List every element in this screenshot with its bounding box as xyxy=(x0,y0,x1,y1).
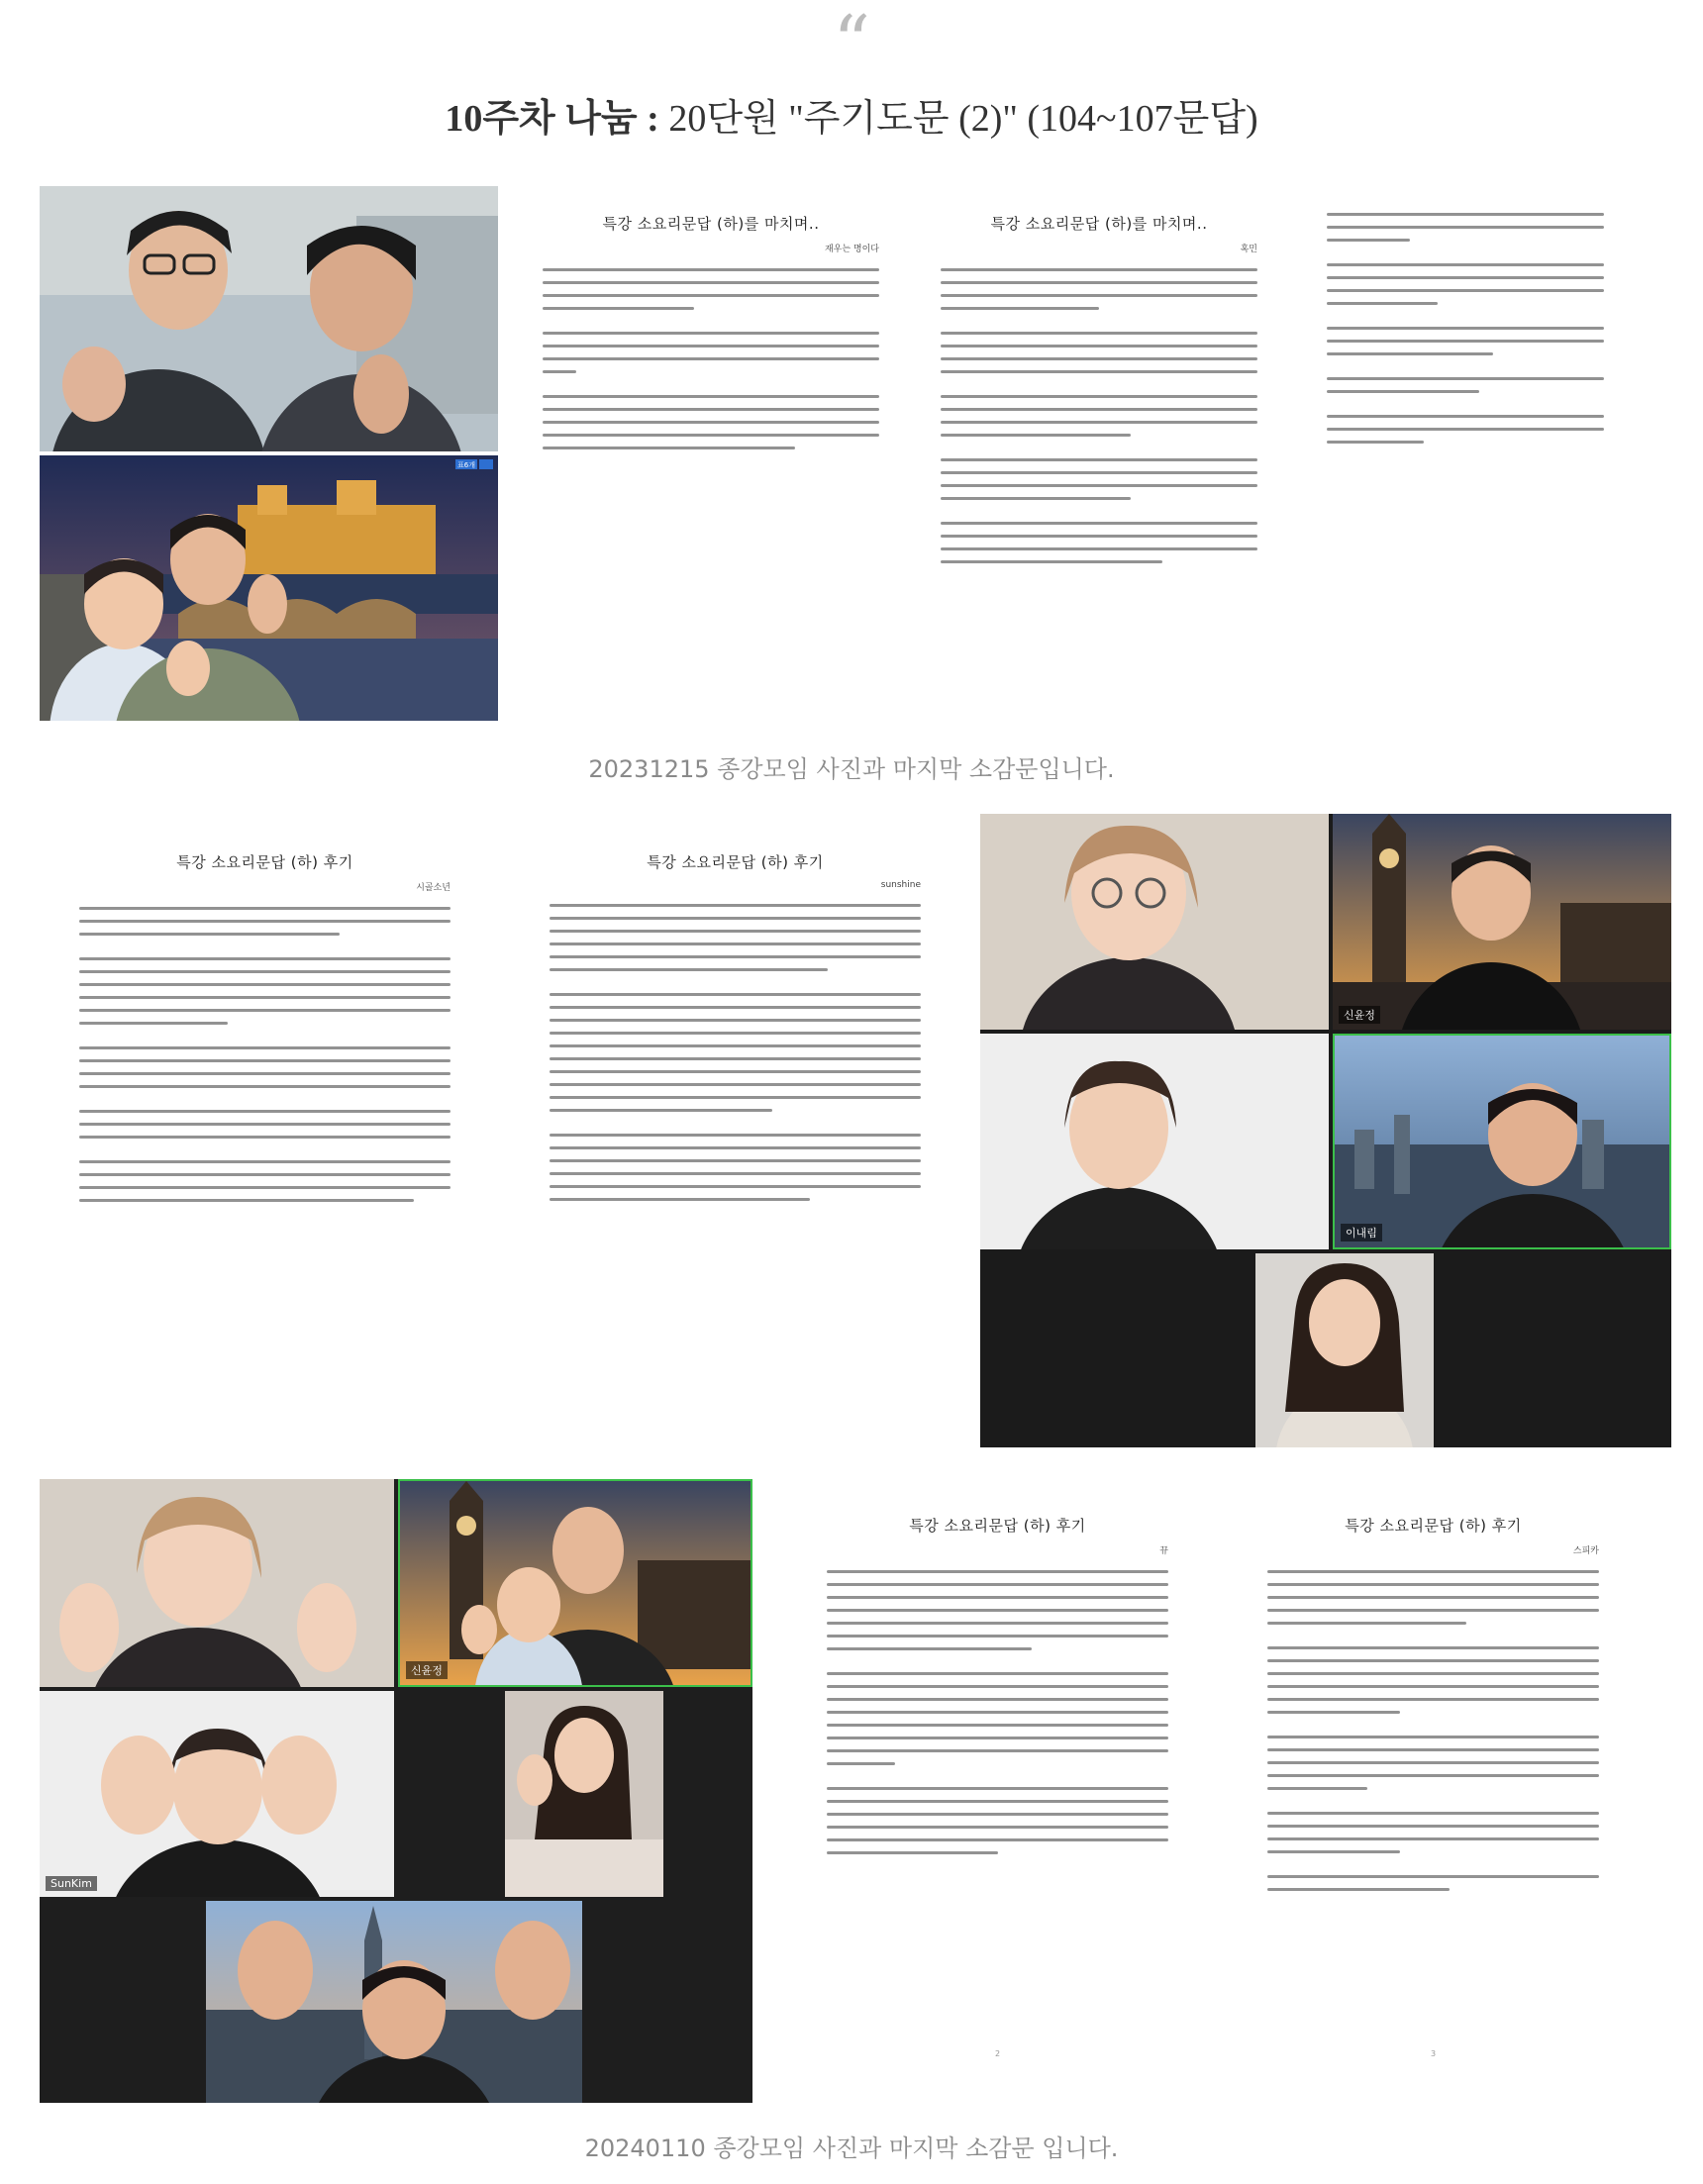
castle-background-photo xyxy=(40,455,498,721)
essay-author: 스피카 xyxy=(1572,1546,1599,1556)
essay-author: 재우는 명이다 xyxy=(824,245,879,254)
essay-page-7 xyxy=(1267,1515,1599,2064)
video-tile-bigben-man xyxy=(1333,814,1671,1030)
video-tile-woman-glasses xyxy=(980,814,1329,1030)
essay-page-4 xyxy=(79,851,451,1411)
video-tile-woman-smile xyxy=(980,1034,1329,1249)
essay-author: sunshine xyxy=(880,880,921,890)
essay-author: 시골소년 xyxy=(416,883,451,893)
tile-badge: 표6개 xyxy=(457,461,475,469)
video-tile-woman-hands xyxy=(40,1691,394,1897)
essay-page-2 xyxy=(941,213,1257,678)
essay-title: 특강 소요리문답 (하) 후기 xyxy=(1345,1517,1522,1535)
essay-page-3 xyxy=(1327,213,1604,530)
essay-title: 특강 소요리문답 (하)를 마치며.. xyxy=(990,215,1208,233)
page-number: 3 xyxy=(1430,2049,1437,2058)
caption-section1: 20231215 종강모임 사진과 마지막 소감문입니다. xyxy=(588,755,1115,783)
quote-mark: “ xyxy=(833,0,870,85)
essay-author: 뀨 xyxy=(1159,1546,1168,1556)
essay-page-1 xyxy=(543,213,879,579)
name-tag: 신윤정 xyxy=(1339,1006,1380,1024)
zoom-photo-1 xyxy=(40,186,498,721)
essay-title: 특강 소요리문답 (하)를 마치며.. xyxy=(602,215,820,233)
video-tile-bigben-family xyxy=(398,1479,752,1687)
couple-photo xyxy=(40,186,498,451)
page-title xyxy=(0,87,1703,142)
name-tag: SunKim xyxy=(46,1876,97,1891)
essay-title: 특강 소요리문답 (하) 후기 xyxy=(647,853,824,871)
title-rest: 20단원 "주기도문 (2)" (104~107문답) xyxy=(668,98,1258,140)
video-tile-couple xyxy=(40,186,498,451)
video-tile-family xyxy=(40,455,498,721)
video-tile-city-man xyxy=(1333,1034,1671,1249)
zoom-photo-3 xyxy=(40,1479,752,2103)
name-tag: 이내림 xyxy=(1341,1224,1382,1241)
essay-title: 특강 소요리문답 (하) 후기 xyxy=(909,1517,1086,1535)
essay-title: 특강 소요리문답 (하) 후기 xyxy=(176,853,353,871)
video-tile-woman-waving xyxy=(40,1479,394,1687)
title-bold: 10주차 나눔 : xyxy=(445,98,669,140)
name-tag: 신윤정 xyxy=(406,1661,448,1679)
video-tile-skyline-man xyxy=(206,1901,582,2103)
essay-author: 혹민 xyxy=(1240,245,1257,254)
video-tile-woman-long-hair xyxy=(1255,1253,1434,1447)
essay-page-6 xyxy=(827,1515,1168,2064)
caption-section3: 20240110 종강모임 사진과 마지막 소감문 입니다. xyxy=(584,2134,1119,2162)
zoom-photo-2 xyxy=(980,814,1671,1447)
page-number: 2 xyxy=(994,2049,1001,2058)
video-tile-woman-couch xyxy=(505,1691,663,1897)
essay-page-5 xyxy=(550,851,921,1411)
